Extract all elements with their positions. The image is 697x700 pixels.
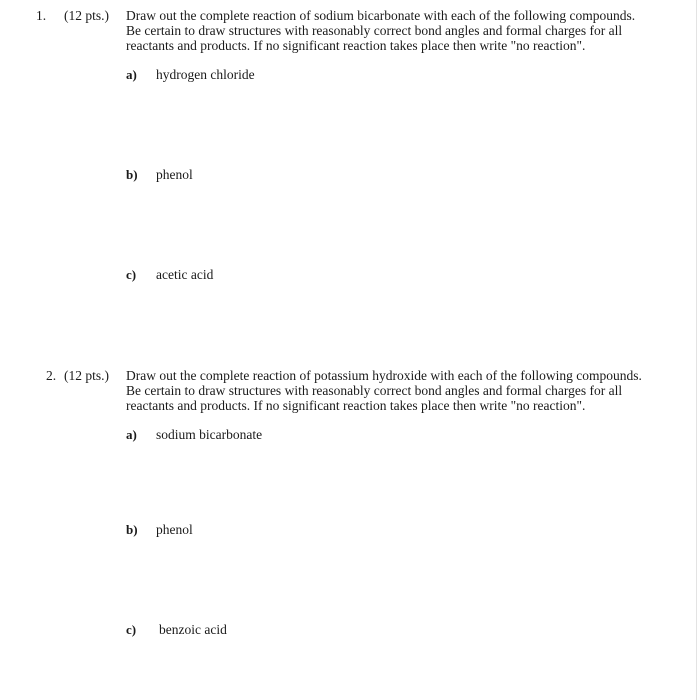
part-text: hydrogen chloride xyxy=(156,67,255,82)
part-letter: b) xyxy=(126,167,138,182)
prompt-line: Be certain to draw structures with reasonably correct bond angles and formal charges for all xyxy=(126,383,623,398)
part-letter: a) xyxy=(126,67,137,82)
question-prompt xyxy=(126,8,635,53)
part-text: acetic acid xyxy=(156,267,214,282)
part-letter: c) xyxy=(126,267,137,282)
prompt-line: Draw out the complete reaction of sodium bicarbonate with each of the following compounds. xyxy=(126,8,636,23)
part-text: phenol xyxy=(156,522,193,537)
question-prompt xyxy=(126,368,642,413)
part-letter: b) xyxy=(126,522,138,537)
question-points: (12 pts.) xyxy=(64,368,109,383)
prompt-line: Be certain to draw structures with reasonably correct bond angles and formal charges for all xyxy=(126,23,623,38)
part-text: benzoic acid xyxy=(159,622,227,637)
prompt-line: reactants and products. If no significant reaction takes place then write "no reaction". xyxy=(126,38,586,53)
part-text: sodium bicarbonate xyxy=(156,427,263,442)
question-points: (12 pts.) xyxy=(64,8,109,23)
part-letter: c) xyxy=(126,622,137,637)
part-text: phenol xyxy=(156,167,193,182)
prompt-line: reactants and products. If no significant reaction takes place then write "no reaction". xyxy=(126,398,586,413)
part-letter: a) xyxy=(126,427,137,442)
prompt-line: Draw out the complete reaction of potassium hydroxide with each of the following compounds. xyxy=(126,368,642,383)
question-number: 1. xyxy=(36,8,47,23)
question-number: 2. xyxy=(46,368,57,383)
